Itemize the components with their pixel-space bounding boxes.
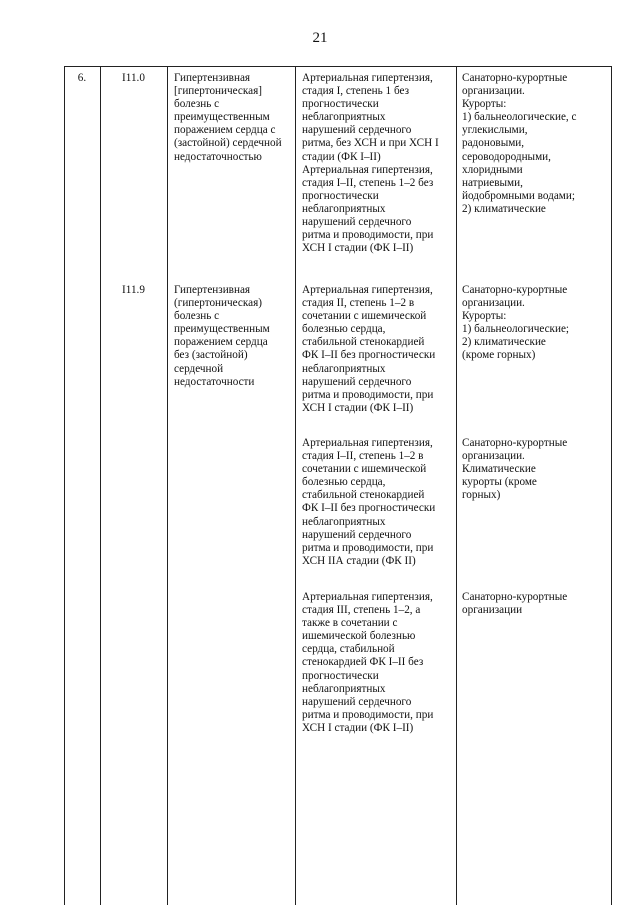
clinical-conditions: Артериальная гипертензия, стадия II, степень 1–2 в сочетании с ишемической болезнью сердца, стабильной стенокардией ФК I–II без прогностически неблагоприятных нарушений сердечного ритма и проводимости, при ХСН I стадии (ФК I–II) [302, 284, 436, 414]
column-divider-2 [167, 66, 168, 905]
table-top-border [64, 66, 612, 67]
row-number: 6. [77, 72, 87, 84]
disease-name: Гипертензивная (гипертоническая) болезнь с преимущественным поражением сердца без (застойной) сердечной недостаточности [174, 284, 270, 388]
recommended-resorts: Санаторно-курортные организации. Климатические курорты (кроме горных) [462, 437, 568, 502]
column-divider-4 [456, 66, 457, 905]
page-number: 21 [312, 30, 328, 46]
column-divider-1 [100, 66, 101, 905]
column-divider-3 [295, 66, 296, 905]
icd-code: I11.0 [122, 72, 145, 84]
recommended-resorts: Санаторно-курортные организации. Курорты: 1) бальнеологические; 2) климатические (кроме горных) [462, 284, 570, 362]
recommended-resorts: Санаторно-курортные организации [462, 591, 568, 617]
clinical-conditions: Артериальная гипертензия, стадия III, степень 1–2, а также в сочетании с ишемической болезнью сердца, стабильной стенокардией ФК I–II без прогностически неблагоприятных нарушений сердечного ритма и проводимости, при ХСН I стадии (ФК I–II) [302, 591, 434, 734]
table-border-right [611, 66, 612, 905]
clinical-conditions: Артериальная гипертензия, стадия I, степень 1 без прогностически неблагоприятных нарушений сердечного ритма, без ХСН и при ХСН I стадии (ФК I–II) Артериальная гипертензия, стадия I–II, степень 1–2 без прогностически неблагоприятных нарушений сердечного ритма и проводимости, при ХСН I стадии (ФК I–II) [302, 72, 439, 255]
recommended-resorts: Санаторно-курортные организации. Курорты: 1) бальнеологические, с углекислыми, радоновыми, сероводородными, хлоридными натриевыми, йодобромными водами; 2) климатические [462, 72, 577, 215]
disease-name: Гипертензивная [гипертоническая] болезнь с преимущественным поражением сердца с (застойной) сердечной недостаточностью [174, 72, 282, 163]
table-border-left [64, 66, 65, 905]
icd-code: I11.9 [122, 284, 145, 296]
treatment-table [64, 66, 612, 905]
clinical-conditions: Артериальная гипертензия, стадия I–II, степень 1–2 в сочетании с ишемической болезнью сердца, стабильной стенокардией ФК I–II без прогностически неблагоприятных нарушений сердечного ритма и проводимости, при ХСН IIА стадии (ФК II) [302, 437, 436, 567]
